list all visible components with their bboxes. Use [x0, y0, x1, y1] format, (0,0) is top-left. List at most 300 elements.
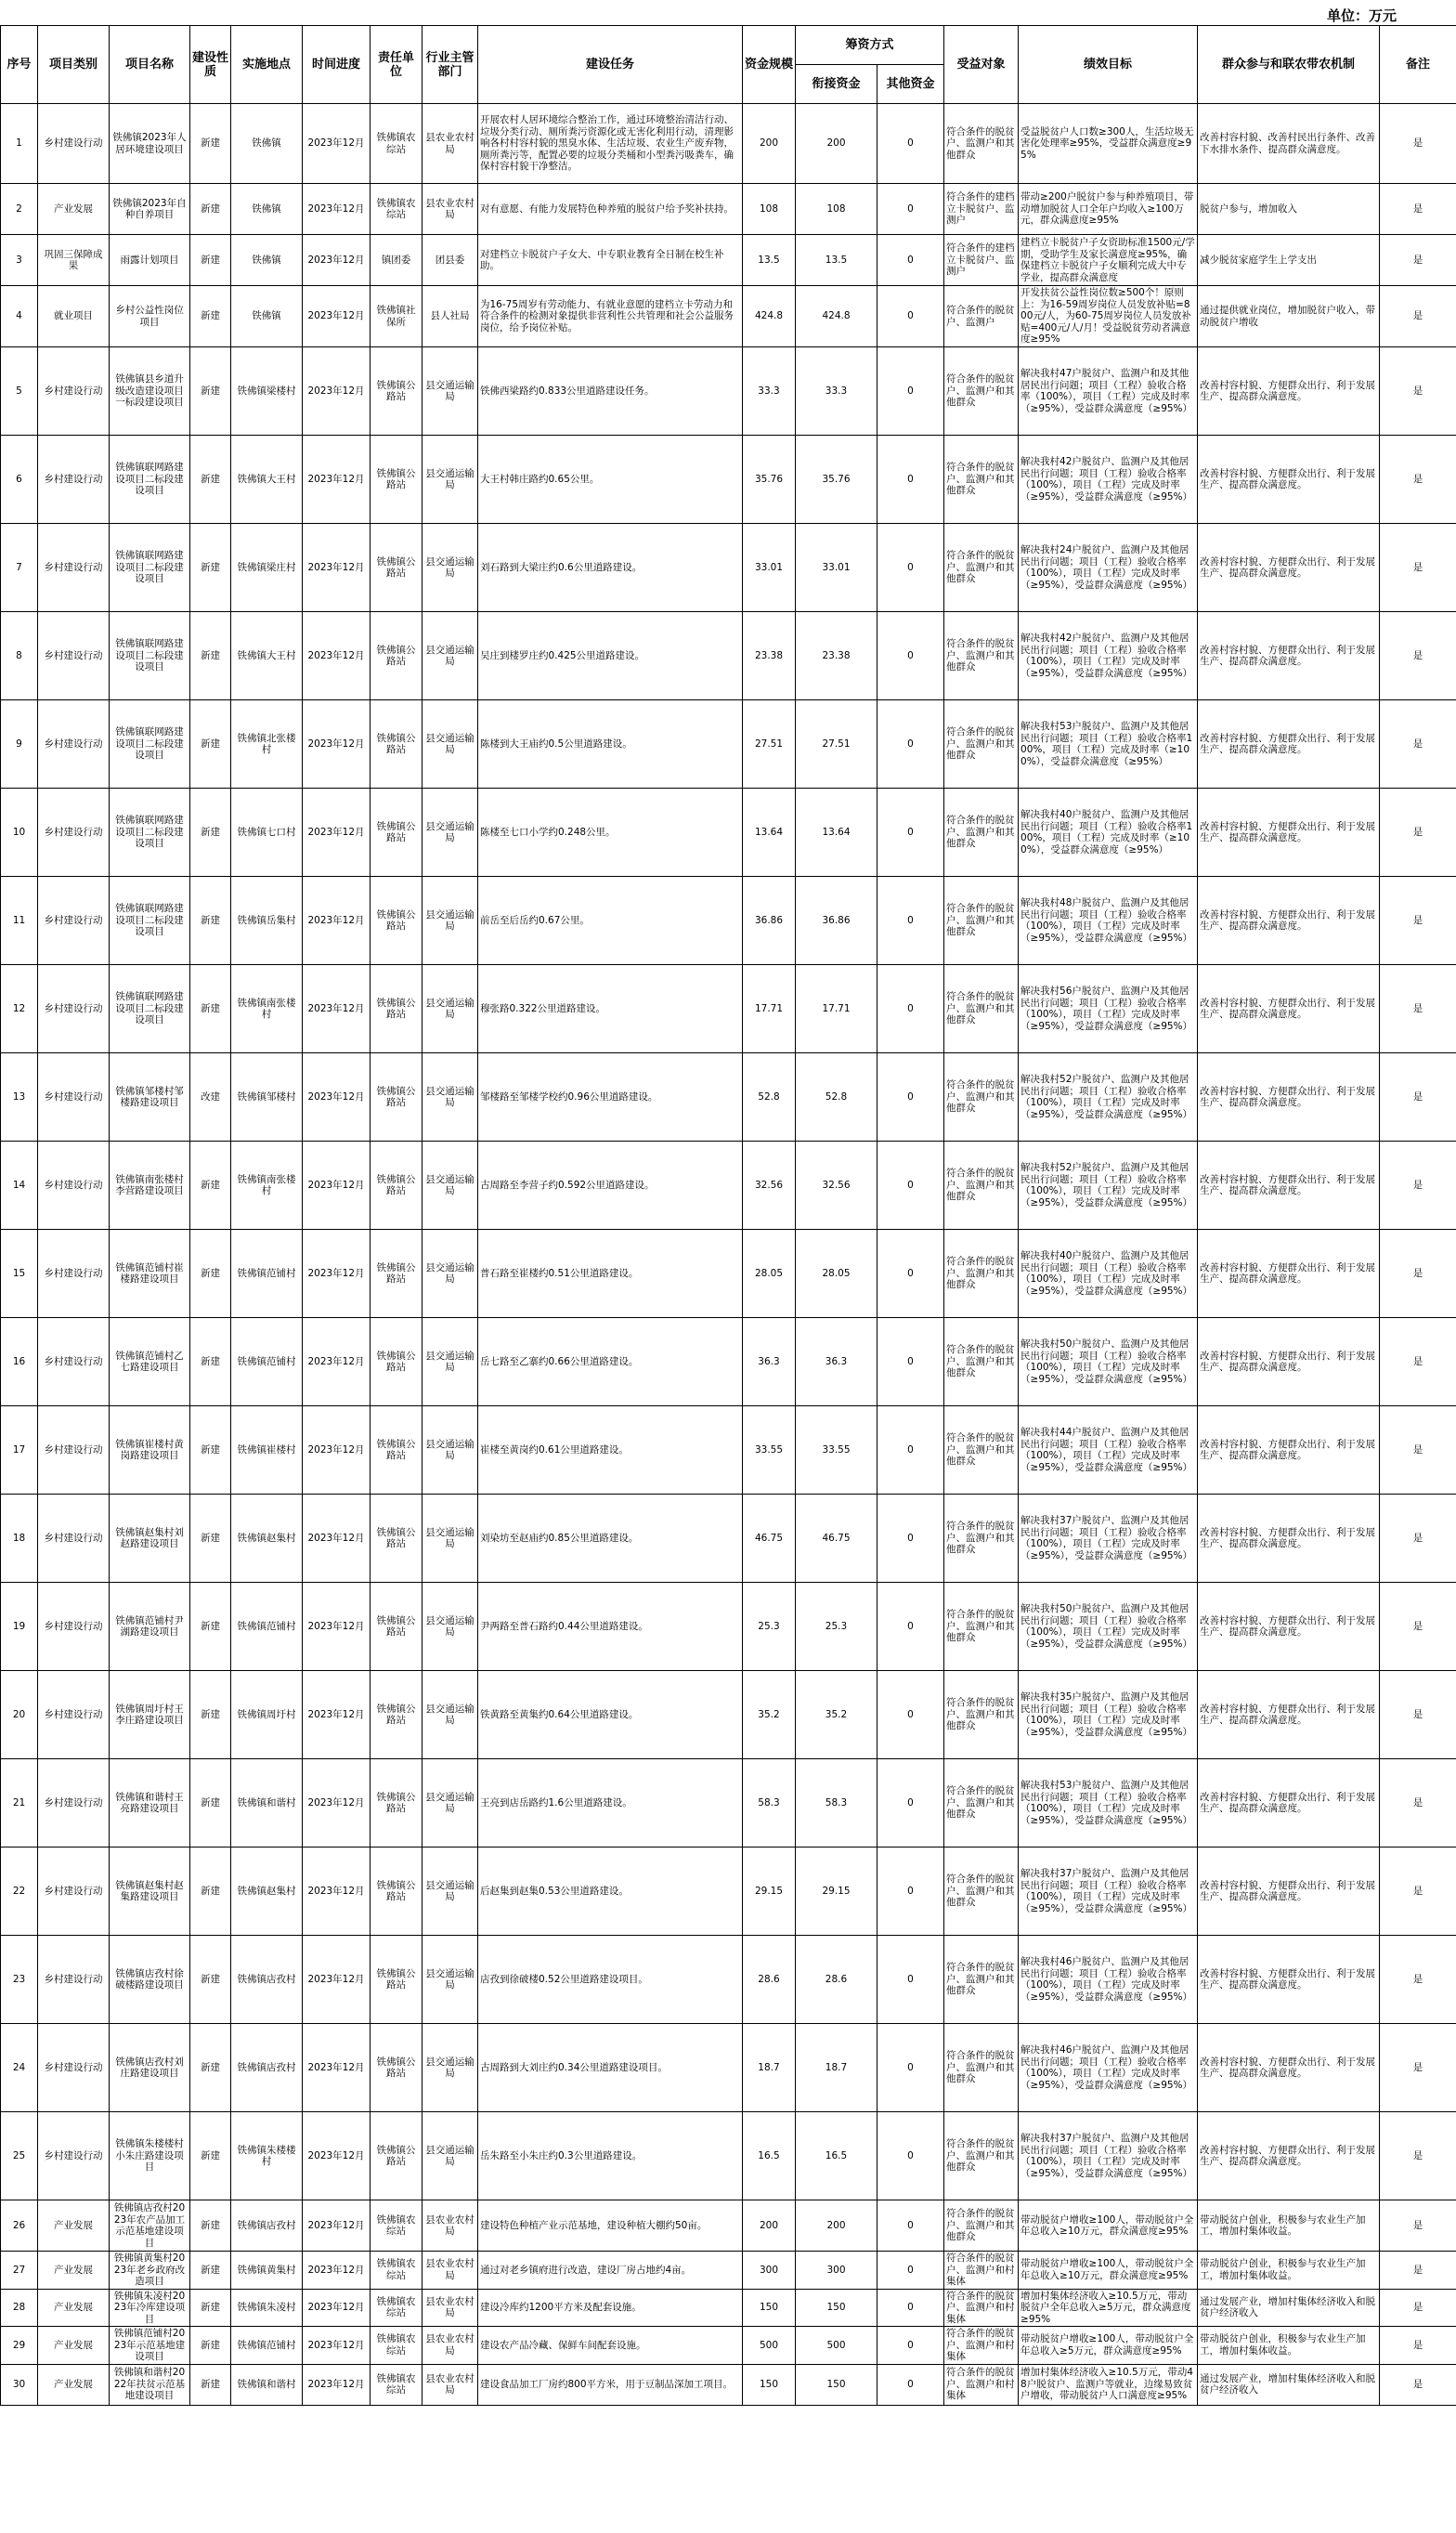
- cell-text: 铁佛镇南张楼村: [237, 997, 296, 1020]
- cell-remark: [1380, 2112, 1456, 2200]
- header-task: 建设任务: [478, 26, 743, 104]
- cell-text: 改建: [201, 1090, 220, 1103]
- cell-dept: [422, 2327, 478, 2365]
- cell-text: 县交通运输局: [425, 1350, 474, 1373]
- cell-no: [1, 700, 38, 789]
- cell-text: 4: [16, 310, 22, 322]
- cell-text: 24: [12, 2061, 26, 2073]
- cell-remark: [1380, 436, 1456, 524]
- cell-text: 0: [907, 2302, 914, 2313]
- cell-text: 新建: [201, 473, 220, 485]
- cell-direct: [796, 436, 878, 524]
- cell-direct: [796, 877, 878, 965]
- cell-text: 符合条件的脱贫户、监测户和其他群众: [946, 1521, 1015, 1556]
- cell-target: [944, 184, 1019, 235]
- cell-location: [231, 1053, 303, 1142]
- cell-remark: [1380, 235, 1456, 286]
- cell-name: [110, 2364, 190, 2405]
- cell-text: 解决我村53户脱贫户、监测户及其他居民出行问题；项目（工程）验收合格率100%，项目（工程）完成及时率（≥100%），受益群众满意度（≥95%）: [1020, 721, 1193, 767]
- unit-label: 单位：万元: [1326, 7, 1397, 24]
- cell-text: 产业发展: [54, 2302, 93, 2313]
- cell-text: 2023年12月: [307, 1796, 365, 1808]
- cell-text: 铁佛镇周圩村: [237, 1708, 296, 1720]
- cell-text: 33.3: [825, 385, 848, 397]
- cell-target: [944, 612, 1019, 700]
- cell-text: 新建: [201, 2061, 220, 2073]
- header-schedule: 时间进度: [303, 26, 370, 104]
- cell-text: 铁佛镇赵集村刘赵路建设项目: [115, 1526, 184, 1549]
- header-category: 项目类别: [38, 26, 110, 104]
- cell-category: [38, 1583, 110, 1671]
- cell-category: [38, 1936, 110, 2024]
- cell-text: 2023年12月: [307, 473, 365, 485]
- cell-text: 县农业农村局: [425, 2295, 474, 2319]
- cell-location: [231, 2112, 303, 2200]
- cell-text: 解决我村37户脱贫户、监测户及其他居民出行问题；项目（工程）验收合格率（100%），项目（工程）完成及时率（≥95%），受益群众满意度（≥95%）: [1020, 2133, 1193, 2179]
- cell-perf: [1019, 1495, 1198, 1583]
- table-body: [1, 104, 1456, 2406]
- cell-text: 解决我村35户脱贫户、监测户及其他居民出行问题；项目（工程）验收合格率（100%），项目（工程）完成及时率（≥95%），受益群众满意度（≥95%）: [1020, 1691, 1193, 1738]
- cell-text: 0: [907, 1267, 914, 1279]
- cell-task: [478, 1583, 743, 1671]
- cell-unit: [370, 436, 422, 524]
- cell-text: 铁佛镇店孜村2023年农产品加工示范基地建设项目: [113, 2202, 186, 2249]
- cell-text: 新建: [201, 914, 220, 926]
- cell-text: 铁佛镇南张楼村: [237, 1173, 296, 1196]
- cell-text: 乡村建设行动: [44, 561, 103, 573]
- cell-remark: [1380, 1848, 1456, 1936]
- cell-text: 带动脱贫户增收≥100人，带动脱贫户全年总收入≥10万元，群众满意度≥95%: [1020, 2258, 1194, 2281]
- cell-text: 17: [12, 1443, 26, 1456]
- cell-perf: [1019, 877, 1198, 965]
- cell-text: 铁佛镇大王村: [237, 649, 296, 661]
- cell-nature: [190, 2024, 231, 2112]
- cell-text: 铁佛镇赵集村: [237, 1532, 296, 1544]
- cell-location: [231, 1406, 303, 1495]
- cell-text: 新建: [201, 1885, 220, 1897]
- header-funding-other: 其他资金: [878, 65, 944, 104]
- cell-text: 铁佛镇七口村: [237, 826, 296, 838]
- cell-text: 团县委: [435, 254, 465, 266]
- cell-text: 是: [1412, 1002, 1424, 1014]
- cell-name: [110, 104, 190, 184]
- cell-part: [1198, 235, 1380, 286]
- cell-no: [1, 1583, 38, 1671]
- cell-text: 古周路到大刘庄约0.34公里道路建设项目。: [480, 2061, 668, 2073]
- cell-task: [478, 2200, 743, 2252]
- cell-text: 乡村建设行动: [44, 1002, 103, 1014]
- cell-perf: [1019, 2112, 1198, 2200]
- cell-text: 新建: [201, 1973, 220, 1985]
- cell-name: [110, 2200, 190, 2252]
- cell-text: 0: [907, 1179, 914, 1191]
- cell-text: 解决我村46户脱贫户、监测户及其他居民出行问题；项目（工程）验收合格率（100%），项目（工程）完成及时率（≥95%），受益群众满意度（≥95%）: [1020, 1956, 1193, 2003]
- cell-text: 150: [759, 2302, 779, 2313]
- cell-text: 改善村容村貌、方便群众出行、利于发展生产、提高群众满意度。: [1200, 1350, 1376, 1373]
- cell-text: 是: [1412, 202, 1424, 215]
- cell-direct: [796, 235, 878, 286]
- cell-text: 32.56: [754, 1179, 784, 1191]
- cell-text: 铁佛镇店孜村: [237, 2061, 296, 2073]
- cell-text: 新建: [201, 137, 220, 150]
- cell-text: 新建: [201, 2219, 220, 2231]
- cell-text: 铁佛镇范铺村: [237, 1267, 296, 1279]
- cell-nature: [190, 1671, 231, 1759]
- cell-other: [878, 965, 944, 1053]
- cell-text: 乡村建设行动: [44, 385, 103, 397]
- cell-text: 铁佛镇公路站: [376, 1173, 416, 1196]
- cell-name: [110, 524, 190, 612]
- cell-text: 产业发展: [54, 2264, 93, 2276]
- cell-text: 县人社局: [430, 310, 470, 322]
- cell-name: [110, 1406, 190, 1495]
- cell-unit: [370, 2289, 422, 2327]
- cell-location: [231, 184, 303, 235]
- cell-text: 52.8: [758, 1090, 780, 1103]
- cell-part: [1198, 2289, 1380, 2327]
- cell-location: [231, 2289, 303, 2327]
- cell-text: 铁佛镇邹楼村: [237, 1090, 296, 1103]
- cell-perf: [1019, 1583, 1198, 1671]
- cell-text: 铁佛镇联网路建设项目二标段建设项目: [115, 815, 184, 850]
- cell-text: 乡村建设行动: [44, 1532, 103, 1544]
- cell-text: 13.64: [822, 826, 851, 838]
- cell-name: [110, 2024, 190, 2112]
- cell-task: [478, 436, 743, 524]
- cell-nature: [190, 347, 231, 436]
- cell-text: 乡村建设行动: [44, 649, 103, 661]
- cell-text: 解决我村50户脱贫户、监测户及其他居民出行问题；项目（工程）验收合格率（100%），项目（工程）完成及时率（≥95%），受益群众满意度（≥95%）: [1020, 1603, 1193, 1650]
- table-row: [1, 1053, 1456, 1142]
- cell-name: [110, 2327, 190, 2365]
- cell-text: 新建: [201, 826, 220, 838]
- cell-text: 铁佛镇黄集村: [237, 2264, 296, 2276]
- cell-text: 36.86: [822, 914, 851, 926]
- cell-text: 铁佛镇公路站: [376, 997, 416, 1020]
- cell-text: 0: [907, 2339, 914, 2351]
- cell-text: 28.05: [754, 1267, 784, 1279]
- cell-unit: [370, 700, 422, 789]
- cell-text: 岳七路至乙寨约0.66公里道路建设。: [480, 1355, 639, 1367]
- cell-unit: [370, 1406, 422, 1495]
- cell-unit: [370, 965, 422, 1053]
- cell-category: [38, 2112, 110, 2200]
- cell-text: 县交通运输局: [425, 1967, 474, 1991]
- table-row: [1, 1848, 1456, 1936]
- cell-name: [110, 436, 190, 524]
- cell-text: 带动脱贫户创业，积极参与农业生产加工，增加村集体收益。: [1200, 2213, 1366, 2237]
- cell-schedule: [303, 286, 370, 347]
- cell-remark: [1380, 1318, 1456, 1406]
- cell-text: 巩固三保障成果: [44, 248, 103, 271]
- cell-schedule: [303, 2200, 370, 2252]
- cell-text: 0: [907, 2264, 914, 2276]
- cell-dept: [422, 436, 478, 524]
- cell-text: 县交通运输局: [425, 1879, 474, 1902]
- cell-text: 后赵集到赵集0.53公里道路建设。: [480, 1885, 629, 1897]
- cell-name: [110, 1230, 190, 1318]
- cell-name: [110, 877, 190, 965]
- cell-nature: [190, 235, 231, 286]
- cell-text: 新建: [201, 1443, 220, 1456]
- table-row: [1, 1671, 1456, 1759]
- cell-task: [478, 235, 743, 286]
- cell-text: 铁佛镇梁楼村: [237, 385, 296, 397]
- cell-part: [1198, 1230, 1380, 1318]
- cell-nature: [190, 524, 231, 612]
- cell-text: 0: [907, 137, 914, 150]
- cell-text: 带动脱贫户创业，积极参与农业生产加工，增加村集体收益。: [1200, 2333, 1366, 2357]
- cell-text: 424.8: [822, 310, 851, 322]
- cell-unit: [370, 524, 422, 612]
- cell-text: 穆张路0.322公里道路建设。: [480, 1002, 606, 1014]
- cell-text: 新建: [201, 1708, 220, 1720]
- cell-text: 铁佛镇赵集村赵集路建设项目: [115, 1879, 184, 1902]
- cell-perf: [1019, 1230, 1198, 1318]
- cell-part: [1198, 1053, 1380, 1142]
- table-row: [1, 235, 1456, 286]
- cell-text: 乡村建设行动: [44, 1973, 103, 1985]
- cell-category: [38, 1671, 110, 1759]
- cell-text: 2023年12月: [307, 1179, 365, 1191]
- cell-other: [878, 1936, 944, 2024]
- cell-target: [944, 1671, 1019, 1759]
- cell-other: [878, 1583, 944, 1671]
- cell-text: 改善村容村貌、方便群众出行、利于发展生产、提高群众满意度。: [1200, 467, 1376, 490]
- cell-text: 改善村容村貌、方便群众出行、利于发展生产、提高群众满意度。: [1200, 1085, 1376, 1108]
- cell-other: [878, 1495, 944, 1583]
- cell-text: 铁佛镇: [252, 137, 281, 150]
- cell-text: 0: [907, 2219, 914, 2231]
- cell-text: 铁佛镇农综站: [376, 2213, 416, 2237]
- cell-text: 岳朱路至小朱庄约0.3公里道路建设。: [480, 2149, 643, 2161]
- cell-text: 建设食品加工厂房约800平方米，用于豆制品深加工项目。: [480, 2378, 734, 2390]
- cell-remark: [1380, 700, 1456, 789]
- cell-no: [1, 612, 38, 700]
- cell-text: 铁佛镇2023年自种自养项目: [112, 197, 187, 220]
- cell-no: [1, 235, 38, 286]
- cell-scale: [743, 347, 796, 436]
- cell-target: [944, 524, 1019, 612]
- cell-direct: [796, 2364, 878, 2405]
- cell-no: [1, 1053, 38, 1142]
- cell-scale: [743, 1230, 796, 1318]
- cell-part: [1198, 1671, 1380, 1759]
- cell-text: 是: [1412, 1973, 1424, 1985]
- cell-nature: [190, 965, 231, 1053]
- table-row: [1, 2327, 1456, 2365]
- cell-text: 33.01: [822, 561, 851, 573]
- cell-perf: [1019, 2252, 1198, 2290]
- cell-name: [110, 347, 190, 436]
- table-row: [1, 2364, 1456, 2405]
- cell-target: [944, 1583, 1019, 1671]
- cell-part: [1198, 347, 1380, 436]
- cell-text: 建设特色种植产业示范基地，建设种植大棚约50亩。: [480, 2219, 708, 2231]
- cell-dept: [422, 2200, 478, 2252]
- cell-text: 铁佛镇联网路建设项目二标段建设项目: [115, 903, 184, 938]
- cell-no: [1, 2289, 38, 2327]
- cell-task: [478, 965, 743, 1053]
- cell-direct: [796, 524, 878, 612]
- cell-no: [1, 1230, 38, 1318]
- cell-text: 是: [1412, 826, 1424, 838]
- cell-text: 符合条件的脱贫户、监测户和其他群众: [946, 2050, 1015, 2085]
- cell-text: 改善村容村貌、方便群众出行、利于发展生产、提高群众满意度。: [1200, 1261, 1376, 1285]
- cell-text: 200: [759, 137, 779, 150]
- cell-text: 2023年12月: [307, 1002, 365, 1014]
- cell-text: 县交通运输局: [425, 1703, 474, 1726]
- cell-part: [1198, 877, 1380, 965]
- cell-name: [110, 612, 190, 700]
- cell-no: [1, 1759, 38, 1848]
- cell-nature: [190, 1406, 231, 1495]
- cell-text: 符合条件的脱贫户、监测户和村集体: [946, 2290, 1015, 2325]
- cell-part: [1198, 2252, 1380, 2290]
- cell-text: 18.7: [825, 2061, 848, 2073]
- cell-text: 乡村公益性岗位项目: [115, 305, 184, 328]
- cell-text: 改善村容村貌、方便群众出行、利于发展生产、提高群众满意度。: [1200, 1703, 1376, 1726]
- cell-text: 2023年12月: [307, 137, 365, 150]
- cell-remark: [1380, 524, 1456, 612]
- cell-other: [878, 2289, 944, 2327]
- cell-category: [38, 235, 110, 286]
- cell-text: 铁佛镇公路站: [376, 732, 416, 755]
- cell-text: 2023年12月: [307, 1620, 365, 1632]
- cell-text: 29: [12, 2339, 26, 2351]
- cell-schedule: [303, 965, 370, 1053]
- cell-dept: [422, 347, 478, 436]
- cell-text: 33.01: [754, 561, 784, 573]
- cell-text: 改善村容村貌、方便群众出行、利于发展生产、提高群众满意度。: [1200, 1967, 1376, 1991]
- cell-name: [110, 1318, 190, 1406]
- cell-text: 新建: [201, 2302, 220, 2313]
- cell-unit: [370, 789, 422, 877]
- cell-text: 58.3: [758, 1796, 780, 1808]
- cell-text: 是: [1412, 1090, 1424, 1103]
- cell-location: [231, 1936, 303, 2024]
- cell-remark: [1380, 1936, 1456, 2024]
- cell-text: 县交通运输局: [425, 1791, 474, 1814]
- header-scale: 资金规模: [743, 26, 796, 104]
- cell-perf: [1019, 1759, 1198, 1848]
- cell-direct: [796, 1318, 878, 1406]
- cell-dept: [422, 877, 478, 965]
- cell-nature: [190, 789, 231, 877]
- cell-text: 乡村建设行动: [44, 1620, 103, 1632]
- cell-direct: [796, 104, 878, 184]
- cell-scale: [743, 700, 796, 789]
- cell-no: [1, 2024, 38, 2112]
- cell-schedule: [303, 700, 370, 789]
- cell-other: [878, 2200, 944, 2252]
- cell-text: 尹两路至普石路约0.44公里道路建设。: [480, 1620, 648, 1632]
- cell-text: 建设冷库约1200平方米及配套设施。: [480, 2302, 642, 2313]
- cell-other: [878, 1671, 944, 1759]
- cell-text: 开展农村人居环境综合整治工作，通过环境整治清洁行动、垃圾分类行动、厕所粪污资源化或无害化利用行动，清理影响各村村容村貌的黑臭水体、生活垃圾、农业生产废弃物，厕所粪污等，配置必要的垃圾分类桶和小型粪污吸粪车，确保村容村貌干净整洁。: [480, 114, 734, 173]
- cell-part: [1198, 184, 1380, 235]
- cell-target: [944, 2289, 1019, 2327]
- cell-category: [38, 1759, 110, 1848]
- cell-location: [231, 1318, 303, 1406]
- cell-remark: [1380, 1671, 1456, 1759]
- cell-nature: [190, 2289, 231, 2327]
- cell-schedule: [303, 612, 370, 700]
- cell-remark: [1380, 1142, 1456, 1230]
- cell-direct: [796, 2327, 878, 2365]
- cell-text: 铁佛镇农综站: [376, 2333, 416, 2357]
- cell-text: 铁佛镇范铺村乙七路建设项目: [115, 1350, 184, 1373]
- cell-text: 铁佛镇公路站: [376, 1614, 416, 1638]
- cell-text: 崔楼至黄岗约0.61公里道路建设。: [480, 1443, 629, 1456]
- cell-text: 2023年12月: [307, 2149, 365, 2161]
- project-table: [0, 25, 1456, 2406]
- cell-dept: [422, 1406, 478, 1495]
- cell-text: 通过发展产业，增加村集体经济收入和脱贫户经济收入: [1200, 2372, 1376, 2396]
- cell-text: 就业项目: [54, 310, 93, 322]
- cell-unit: [370, 2024, 422, 2112]
- cell-part: [1198, 1318, 1380, 1406]
- cell-text: 2023年12月: [307, 826, 365, 838]
- cell-text: 0: [907, 2149, 914, 2161]
- cell-text: 是: [1412, 1355, 1424, 1367]
- cell-text: 13: [12, 1090, 26, 1103]
- cell-text: 乡村建设行动: [44, 1179, 103, 1191]
- cell-direct: [796, 1142, 878, 1230]
- cell-scale: [743, 965, 796, 1053]
- cell-unit: [370, 2364, 422, 2405]
- cell-text: 0: [907, 2378, 914, 2390]
- cell-dept: [422, 1671, 478, 1759]
- cell-schedule: [303, 2364, 370, 2405]
- cell-unit: [370, 1848, 422, 1936]
- cell-target: [944, 2200, 1019, 2252]
- cell-direct: [796, 1759, 878, 1848]
- cell-text: 23: [12, 1973, 26, 1985]
- table-row: [1, 184, 1456, 235]
- cell-nature: [190, 1936, 231, 2024]
- cell-text: 县交通运输局: [425, 379, 474, 402]
- cell-text: 铁佛镇和谐村: [237, 2378, 296, 2390]
- cell-other: [878, 1230, 944, 1318]
- cell-text: 新建: [201, 649, 220, 661]
- cell-text: 0: [907, 1620, 914, 1632]
- cell-dept: [422, 1318, 478, 1406]
- cell-dept: [422, 1848, 478, 1936]
- cell-text: 铁佛镇范铺村: [237, 2339, 296, 2351]
- cell-part: [1198, 436, 1380, 524]
- cell-part: [1198, 1759, 1380, 1848]
- cell-task: [478, 877, 743, 965]
- cell-task: [478, 2364, 743, 2405]
- cell-text: 0: [907, 385, 914, 397]
- cell-text: 7: [16, 561, 22, 573]
- cell-other: [878, 524, 944, 612]
- cell-text: 是: [1412, 2219, 1424, 2231]
- header-remark: 备注: [1380, 26, 1456, 104]
- cell-other: [878, 877, 944, 965]
- cell-category: [38, 524, 110, 612]
- cell-text: 是: [1412, 2302, 1424, 2313]
- cell-text: 铁佛镇范铺村2023年示范基地建设项目: [113, 2328, 186, 2362]
- cell-nature: [190, 2252, 231, 2290]
- cell-dept: [422, 235, 478, 286]
- cell-direct: [796, 612, 878, 700]
- cell-part: [1198, 1495, 1380, 1583]
- cell-target: [944, 789, 1019, 877]
- cell-text: 新建: [201, 2264, 220, 2276]
- cell-dept: [422, 2252, 478, 2290]
